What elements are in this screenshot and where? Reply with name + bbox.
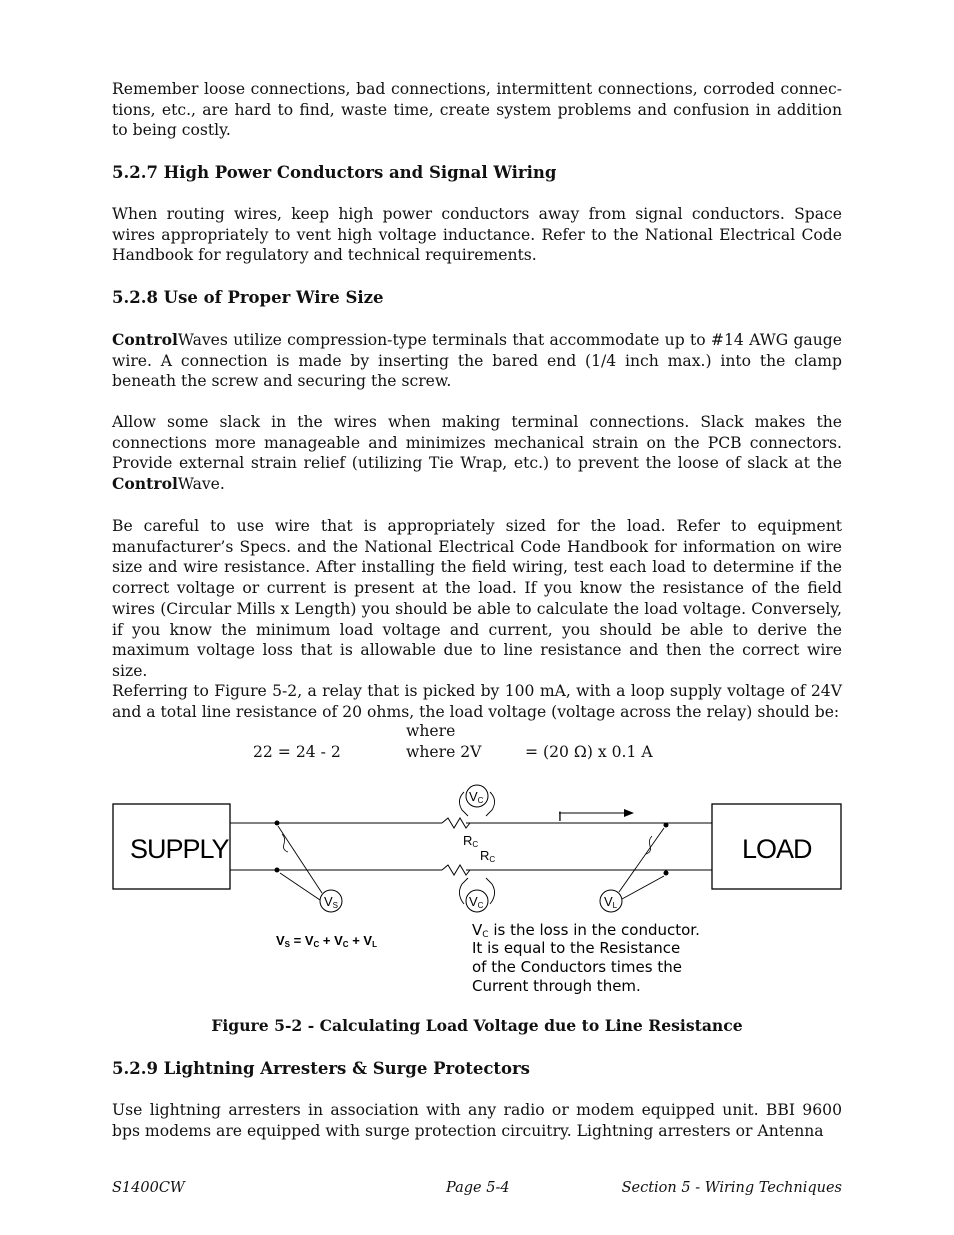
- equation-where: where: [406, 722, 456, 740]
- vc-bottom-right-arc: [486, 878, 495, 904]
- f-plus2: +: [348, 933, 364, 948]
- footer-section: Section 5 - Wiring Techniques: [621, 1180, 842, 1196]
- vl-lead-top: [619, 828, 664, 892]
- vc-top-v: V: [469, 789, 478, 804]
- vl-label: [604, 894, 618, 910]
- equation-where-2v: where 2V: [406, 743, 482, 761]
- vc-top-right-arc: [486, 792, 495, 816]
- note-line-3: of the Conductors times the: [472, 958, 682, 976]
- load-terminal-top: [664, 823, 669, 828]
- paragraph-example: Referring to Figure 5-2, a relay that is picked by 100 mA, with a loop supply voltage of 24V and a total line resistance of 20 ohms, the load voltage (voltage across the relay) should be:: [112, 682, 842, 721]
- note-line-2: It is equal to the Resistance: [472, 939, 681, 957]
- load-terminal-bottom: [664, 871, 669, 876]
- paragraph-lightning: Use lightning arresters in association with any radio or modem equipped unit. BBI 9600 bps modems are equipped with surge protection circuitry. Lightning arresters or Antenna: [112, 1101, 842, 1140]
- paragraph-terminals-text: Waves utilize compression-type terminals that accommodate up to #14 AWG gauge wire. A connection is made by inserting the bared end (1/4 inch max.) into the clamp beneath the screw and securing the screw.: [112, 331, 842, 391]
- vc-bottom-label: [469, 894, 484, 910]
- f-vc1: V: [304, 933, 314, 948]
- current-arrow-head: [624, 809, 634, 817]
- vs-lead-bottom: [280, 873, 320, 900]
- footer-page-number: Page 5-4: [446, 1180, 510, 1196]
- note-line-1: [472, 921, 700, 940]
- vs-sub: S: [332, 901, 339, 910]
- vl-lead-curl: [646, 836, 652, 854]
- rc2-r: R: [480, 848, 490, 863]
- rc1-sub: C: [472, 840, 479, 849]
- figure-caption: Figure 5-2 - Calculating Load Voltage due to Line Resistance: [211, 1016, 743, 1035]
- rc2-sub: C: [489, 855, 496, 864]
- f-vc2-sub: C: [342, 940, 349, 949]
- note-sub: C: [482, 930, 489, 940]
- paragraph-terminals: [112, 330, 842, 392]
- paragraph-connections: Remember loose connections, bad connections, intermittent connections, corroded connections, etc., are hard to find, waste time, create system problems and confusion in addition to being costly.: [112, 80, 842, 140]
- figure-line-resistance-diagram: [112, 778, 844, 998]
- footer-doc-id: S1400CW: [112, 1180, 185, 1196]
- vc-top-sub: C: [477, 796, 484, 805]
- supply-terminal-top: [275, 821, 280, 826]
- f-vc2: V: [334, 933, 343, 948]
- vc-bottom-sub: C: [477, 901, 484, 910]
- vc-top-left-arc: [459, 792, 468, 816]
- equation-lhs: 22 = 24 - 2: [253, 743, 341, 761]
- paragraph-slack-text: Allow some slack in the wires when making terminal connections. Slack makes the connections more manageable and minimizes mechanical strain on the PCB connectors. Provide external strain relief (utilizing Tie Wrap, etc.) to prevent the loose of slack at the: [112, 413, 842, 473]
- note-rest: is the loss in the conductor.: [488, 921, 700, 939]
- heading-5-2-8: 5.2.8 Use of Proper Wire Size: [112, 288, 384, 307]
- vl-v: V: [604, 894, 613, 909]
- paragraph-slack: [112, 412, 842, 495]
- supply-label: SUPPLY: [130, 834, 229, 864]
- vc-bottom-left-arc: [459, 878, 468, 904]
- rc-label-2: [480, 848, 495, 864]
- f-vc1-sub: C: [313, 940, 320, 949]
- vl-sub: L: [612, 901, 618, 910]
- f-vs: V: [276, 933, 285, 948]
- vs-label: [324, 894, 338, 910]
- rc-label-1: [463, 833, 478, 849]
- voltage-formula: [276, 933, 377, 949]
- f-eq: =: [290, 933, 305, 948]
- paragraph-wire-size: Be careful to use wire that is appropriately sized for the load. Refer to equipment manufacturer’s Specs. and the National Electrical Code Handbook for information on wire size and wire resistance. After installing the field wiring, test each load to determine if the correct voltage or current is present at the load. If you know the resistance of the field wires (Circular Mills x Length) you should be able to calculate the load voltage. Conversely, if you know the minimum load voltage and current, you should be able to derive the maximum voltage loss that is allowable due to line resistance and then the correct wire size.: [112, 517, 842, 680]
- brand-bold: Control: [112, 474, 178, 494]
- conductor-loss-note: [472, 921, 700, 995]
- heading-5-2-7: 5.2.7 High Power Conductors and Signal Wiring: [112, 163, 557, 182]
- heading-5-2-9: 5.2.9 Lightning Arresters & Surge Protectors: [112, 1059, 530, 1078]
- load-label: LOAD: [742, 834, 812, 864]
- vc-top-label: [469, 789, 484, 805]
- vs-lead-top: [278, 826, 322, 893]
- vs-v: V: [324, 894, 333, 909]
- note-v: V: [472, 921, 483, 939]
- equation-rhs: = (20 Ω) x 0.1 A: [525, 743, 653, 761]
- rc1-r: R: [463, 833, 473, 848]
- note-line-4: Current through them.: [472, 977, 641, 995]
- paragraph-slack-end: Wave.: [177, 475, 225, 494]
- vc-bottom-v: V: [469, 894, 478, 909]
- brand-bold: Control: [112, 330, 178, 349]
- paragraph-routing: When routing wires, keep high power conductors away from signal conductors. Space wires appropriately to vent high voltage inductance. Refer to the National Electrical Code Handbook for regulatory and technical requirements.: [112, 205, 842, 265]
- f-vl-sub: L: [372, 940, 377, 949]
- f-plus1: +: [319, 933, 335, 948]
- supply-terminal-bottom: [275, 868, 280, 873]
- f-vl: V: [363, 933, 373, 948]
- f-vs-sub: S: [284, 940, 291, 949]
- current-label: I: [558, 808, 562, 824]
